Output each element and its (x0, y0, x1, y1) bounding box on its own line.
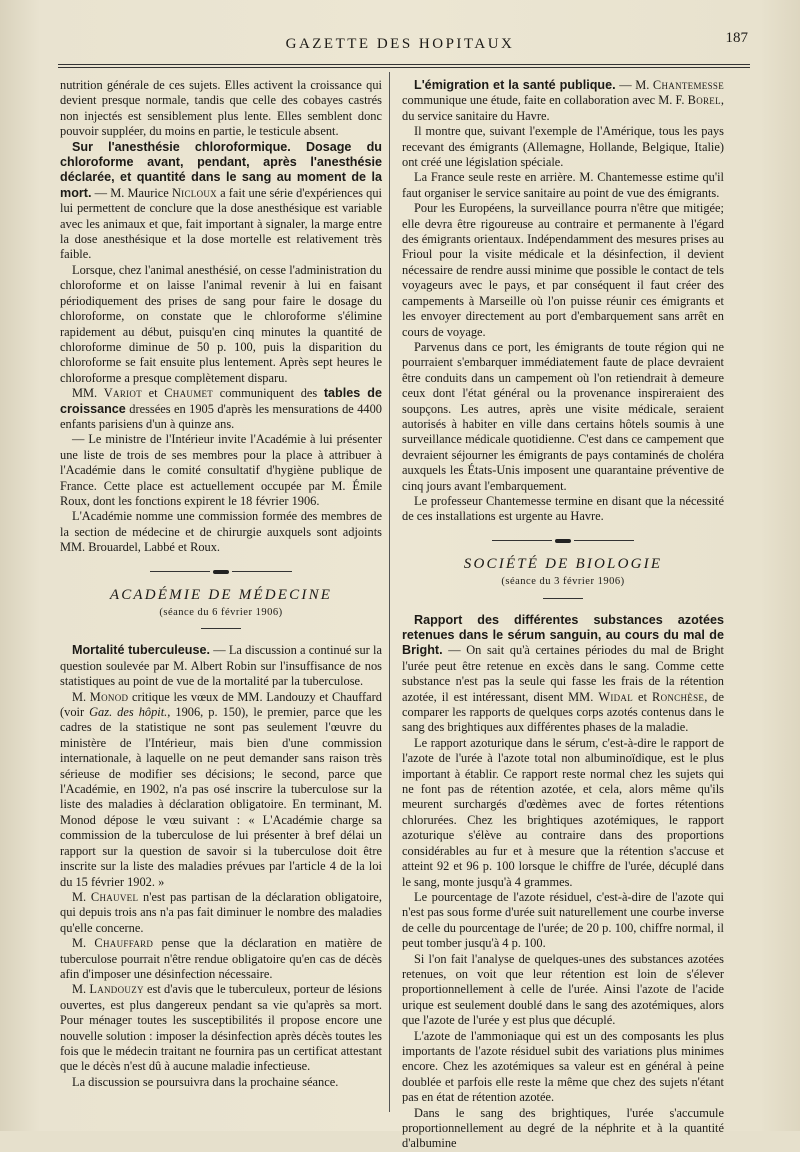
paragraph: Lorsque, chez l'animal anesthésié, on cesse l'administration du chloroforme et on laisse l'animal revenir à lui en faisant périodiquement des prises de sang pour faire le dosage du chloroforme, on constate que le chloroforme s'élimine rapidement au début, puisqu'en cinq minutes la quantité de chloroforme diminue de 50 p. 100, puis la disparition du chloroforme se fait ensuite plus lentement. Après sept heures le chloroforme a presque complètement disparu. (60, 262, 382, 385)
paragraph-croissance (60, 386, 382, 432)
paragraph-text: M. (72, 982, 90, 997)
paragraph-chauffard (60, 936, 382, 982)
section-date: (séance du 6 février 1906) (159, 607, 283, 618)
paragraph: Il montre que, suivant l'exemple de l'Amérique, tous les pays recevant des émigrants (Allemagne, Hollande, Belgique, Italie) ont créé une législation spéciale. (402, 124, 724, 170)
paragraph-text: M. (72, 889, 91, 904)
author-name: Landouzy (89, 982, 144, 997)
paragraph: La France seule reste en arrière. M. Chantemesse estime qu'il faut organiser le service sanitaire au point de vue des émigrants. (402, 170, 724, 200)
citation: Gaz. des hôpit. (89, 705, 168, 720)
author-name: Widal (598, 689, 634, 704)
paragraph-anesthesie (60, 140, 382, 263)
paragraph-text: , du service sanitaire du Havre. (402, 93, 724, 123)
paragraph-bright (402, 613, 724, 736)
paragraph-text: — M. Maurice (91, 185, 172, 200)
ornament-line (150, 571, 210, 572)
ornament-line (574, 540, 634, 541)
paragraph-emigration (402, 78, 724, 124)
paragraph: Pour les Européens, la surveillance pourra n'être que mitigée; elle devra être rigoureuse au contraire et permanente à l'égard des émigrants orientaux. Indépendamment des mesures prises au Frioul pour la visite médicale et la désinfection, il devient nécessaire de rendre aussi minime que possible le contact de tels voyageurs avec le pays, et par conséquent il faut créer des campements à Marseille où l'on puisse réunir ces émigrants et les envoyer directement au port d'embarquement sans arrêt en cours de voyage. (402, 201, 724, 339)
paragraph: Le pourcentage de l'azote résiduel, c'est-à-dire de l'azote qui n'est pas sous forme d'urée suit naturellement une courbe inverse de celle du pourcentage de l'urée; de 20 p. 100, chiffre normal, il peut tomber jusqu'à 4 p. 100. (402, 889, 724, 951)
paragraph-text: M. (72, 936, 95, 951)
page-header (0, 30, 800, 60)
paragraph-text: est d'avis que le tuberculeux, porteur de lésions ouvertes, est plus dangereux pendant sa vie qu'après sa mort. Pour ménager toutes les susceptibilités il propose encore une nouvelle solution : imposer la désinfection après décès toutes les fois que le médecin traitant ne fournira pas un certificat attestant que le décès n'est dû à aucune maladie infectieuse. (60, 982, 383, 1074)
paragraph-text: a fait une série d'expériences qui lui permettent de conclure que la dose anesthésique est variable avec les animaux et que, fait important à signaler, la marge entre la dose anesthésique et la dose mortelle est relativement très faible. (60, 185, 382, 262)
left-column (60, 78, 382, 1090)
paragraph-heading: Sur l'anesthésie chloroformique. Dosage du chloroforme avant, pendant, après l'anesthésie déclarée, et quantité dans le sang au moment de la mort. (60, 139, 382, 200)
paragraph-text: critique les vœux de MM. Landouzy et Chauffard (voir (60, 689, 382, 720)
right-column (402, 78, 724, 1152)
paragraph: — Le ministre de l'Intérieur invite l'Académie à lui présenter une liste de trois de ses membres pour la place à attribuer à l'Académie dans le comité consultatif d'hygiène publique de France. Cette place est actuellement occupée par M. Émile Roux, dont les fonctions expirent le 18 février 1906. (60, 432, 382, 508)
ornament-dot (555, 539, 571, 543)
author-name: Chantemesse (652, 78, 724, 92)
author-name: Borel (687, 93, 721, 108)
paragraph-monod (60, 690, 382, 890)
section-title: SOCIÉTÉ DE BIOLOGIE (463, 555, 663, 572)
section-ornament (60, 570, 382, 574)
paragraph: Dans le sang des brightiques, l'urée s'accumule proportionnellement au degré de la néphrite et à la quantité d'albumine (402, 1105, 724, 1151)
section-ornament (402, 539, 724, 543)
header-rule-bottom (58, 67, 750, 68)
paragraph: La discussion se poursuivra dans la prochaine séance. (72, 1074, 339, 1089)
paragraph-landouzy (60, 982, 382, 1074)
paragraph: Parvenus dans ce port, les émigrants de toute région qui ne pourraient s'embarquer immédiatement faute de place devraient être conduits dans un campement où l'on retiendrait à demeure ceux dont l'état général ou la provenance inspireraient des soupçons. Les autres, après une visite médicale, seraient autorisés à habiter en ville dans certains hôtels soumis à une surveillance médicale quotidienne. C'est dans ce campement que devraient séjourner les émigrants de pays contaminés de choléra auxquels les États-Unis imposent une quarantaine préventive de cinq jours avant l'embarquement. (402, 339, 724, 493)
ornament-dot (213, 570, 229, 574)
paragraph-text: MM. (72, 386, 104, 401)
author-name: Variot (103, 386, 143, 401)
column-divider (389, 72, 390, 1112)
running-head: GAZETTE DES HOPITAUX (285, 36, 515, 52)
section-title: ACADÉMIE DE MÉDECINE (109, 586, 333, 603)
short-rule (543, 598, 583, 599)
paragraph-text: — La discussion a continué sur la question soulevée par M. Albert Robin sur l'insuffisance de nos statistiques au point de vue de la mortalité par la tuberculose. (60, 643, 382, 689)
short-rule (201, 628, 241, 629)
author-name: Chauvel (90, 889, 139, 904)
paragraph-heading: Rapport des différentes substances azotées retenues dans le sérum sanguin, au cours du mal de Bright. (402, 612, 724, 658)
ornament-line (232, 571, 292, 572)
paragraph-text: et (633, 689, 653, 704)
paragraph-text: , 1906, p. 150), le premier, parce que les cadres de la statistique ne sont pas seulement l'œuvre du ministère de l'Intérieur, mais bien d'une commission internationale, à laquelle on ne peut demander sans raison très sérieuse de modifier ses décisions; le second, parce que l'Académie, en 1902, n'a pas osé inscrire la tuberculose sur la liste des maladies à déclaration obligatoire. En terminant, M. Monod dépose le vœu suivant : « L'Académie charge sa commission de la tuberculose de lui présenter à bref délai un rapport sur la question de savoir si la tuberculose doit être inscrite sur la liste des maladies prévues par l'article 4 de la loi du 15 février 1902. » (60, 705, 382, 889)
paragraph: nutrition générale de ces sujets. Elles activent la croissance qui devient presque normale, tandis que celle des cobayes castrés non injectés est sensiblement plus lente. Elles semblent donc pouvoir suppléer, du moins en partie, le testicule absent. (60, 78, 382, 139)
paragraph-chauvel (60, 890, 382, 936)
paragraph-text: et (142, 386, 165, 401)
paragraph: L'Académie nomme une commission formée des membres de la section de médecine et de chirurgie auxquels sont adjoints MM. Brouardel, Labbé et Roux. (60, 509, 382, 555)
paragraph-text: — On sait qu'à certaines périodes du mal de Bright l'urée peut être retenue en excès dans le sang. Comme cette substance n'est pas la seule qui fasse les frais de la rétention azotée, il est intéressant, disent MM. (402, 643, 724, 704)
paragraph-heading: Mortalité tuberculeuse. (72, 643, 210, 658)
paragraph: Si l'on fait l'analyse de quelques-unes des substances azotées retenues, on voit que leur rétention est loin de s'élever proportionnellement à celle de l'urée. Ainsi l'azote de l'acide urique est seulement doublé dans le sang des azotémiques, alors que l'azote de l'urée y est plus que décuplé. (402, 951, 724, 1028)
paragraph-text: communique une étude, faite en collaboration avec M. F. (402, 93, 688, 108)
paragraph: Le professeur Chantemesse termine en disant que la nécessité de ces installations est urgente au Havre. (402, 493, 724, 524)
paragraph-mortalite (60, 643, 382, 689)
paragraph-text: dressées en 1905 d'après les mensurations de 4400 enfants parisiens d'un à quinze ans. (60, 401, 382, 431)
paragraph-text: , de comparer les rapports de quelques corps azotés contenus dans le sang des brightiques aux différentes phases de la maladie. (402, 689, 724, 735)
author-name: Ronchèse (652, 689, 705, 704)
ornament-line (492, 540, 552, 541)
author-name: Nicloux (171, 185, 217, 200)
paragraph-text: — M. (615, 78, 653, 92)
author-name: Chaumet (164, 386, 214, 401)
paragraph-text: pense que la déclaration en matière de tuberculose pourrait n'être rendue obligatoire qu'en cas de décès afin d'imposer une désinfection nécessaire. (60, 936, 382, 981)
paragraph: L'azote de l'ammoniaque qui est un des composants les plus importants de l'azote résiduel subit des variations plus minimes encore. Chez les azotémiques sa valeur est en général à peine doublée et parfois elle reste la même que chez des sujets n'étant pas en état de rétention azotée. (402, 1028, 724, 1105)
paragraph-heading: tables de croissance (60, 386, 382, 416)
page-number: 187 (725, 30, 748, 46)
paragraph-text: communiquent des (213, 386, 324, 401)
section-date: (séance du 3 février 1906) (501, 576, 625, 588)
author-name: Monod (89, 689, 129, 704)
paragraph-text: n'est pas partisan de la déclaration obligatoire, qui depuis trois ans n'a pas fait diminuer le nombre des maladies qu'elle concerne. (60, 889, 382, 935)
paragraph-heading: L'émigration et la santé publique. (414, 78, 616, 92)
paragraph-text: M. (72, 689, 90, 704)
header-rule-top (58, 64, 750, 65)
paragraph: Le rapport azoturique dans le sérum, c'est-à-dire le rapport de l'azote de l'urée à l'azote total non albuminoïdique, est le plus important à établir. Ce rapport reste normal chez les sujets qui ne font pas de rétention azotée, et cela, alors même qu'ils meurent surchargés d'œdèmes avec de fortes rétentions chlorurées. Chez les brightiques azotémiques, le rapport azoturique s'élève au contraire dans des proportions considérables au fur et à mesure que la rétention s'accuse et atteint 92 et 96 p. 100 lorsque le chiffre de l'urée, décuplé dans le sang, monte jusqu'à 4 grammes. (402, 735, 724, 889)
author-name: Chauffard (94, 936, 154, 951)
